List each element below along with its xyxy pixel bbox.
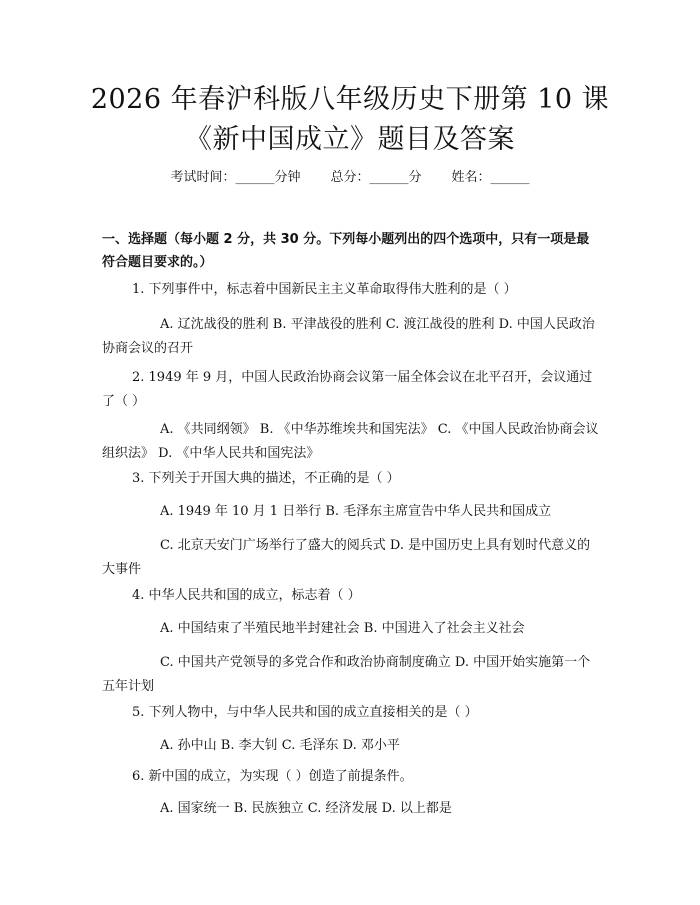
question-2-options: A. 《共同纲领》 B. 《中华苏维埃共和国宪法》 C. 《中国人民政治协商会议组织法》 D. 《中华人民共和国宪法》	[102, 422, 599, 461]
question-4-options-ab: A. 中国结束了半殖民地半封建社会 B. 中国进入了社会主义社会	[160, 621, 525, 636]
question-5-options: A. 孙中山 B. 李大钊 C. 毛泽东 D. 邓小平	[160, 738, 400, 753]
document-title-line-1: 2026 年春沪科版八年级历史下册第 10 课	[90, 84, 610, 115]
question-1-options: A. 辽沈战役的胜利 B. 平津战役的胜利 C. 渡江战役的胜利 D. 中国人民政治协商会议的召开	[102, 317, 595, 356]
question-4-options-cd: C. 中国共产党领导的多党合作和政治协商制度确立 D. 中国开始实施第一个五年计划	[102, 655, 591, 694]
document-title-line-2: 《新中国成立》题目及答案	[185, 124, 515, 155]
question-2-stem: 2. 1949 年 9 月，中国人民政治协商会议第一届全体会议在北平召开，会议通过了（ ）	[102, 370, 593, 409]
student-name-field: 姓名：______	[451, 170, 530, 185]
question-5-stem: 5. 下列人物中，与中华人民共和国的成立直接相关的是（ ）	[132, 705, 478, 720]
exam-time-field: 考试时间：______分钟	[170, 170, 301, 185]
question-3-stem: 3. 下列关于开国大典的描述，不正确的是（ ）	[132, 471, 400, 486]
question-4-stem: 4. 中华人民共和国的成立，标志着（ ）	[132, 588, 361, 603]
question-1-stem: 1. 下列事件中，标志着中国新民主主义革命取得伟大胜利的是（ ）	[132, 282, 517, 297]
total-score-field: 总分：______分	[330, 170, 422, 185]
question-6-stem: 6. 新中国的成立，为实现（ ）创造了前提条件。	[132, 769, 413, 784]
question-3-options-cd: C. 北京天安门广场举行了盛大的阅兵式 D. 是中国历史上具有划时代意义的大事件	[102, 538, 591, 577]
question-3-options-ab: A. 1949 年 10 月 1 日举行 B. 毛泽东主席宣告中华人民共和国成立	[160, 504, 552, 519]
question-6-options: A. 国家统一 B. 民族独立 C. 经济发展 D. 以上都是	[160, 801, 452, 816]
section-heading: 一、选择题（每小题 2 分，共 30 分。下列每小题列出的四个选项中，只有一项是最符合题目要求的。）	[102, 232, 590, 270]
exam-info-line	[0, 168, 700, 188]
